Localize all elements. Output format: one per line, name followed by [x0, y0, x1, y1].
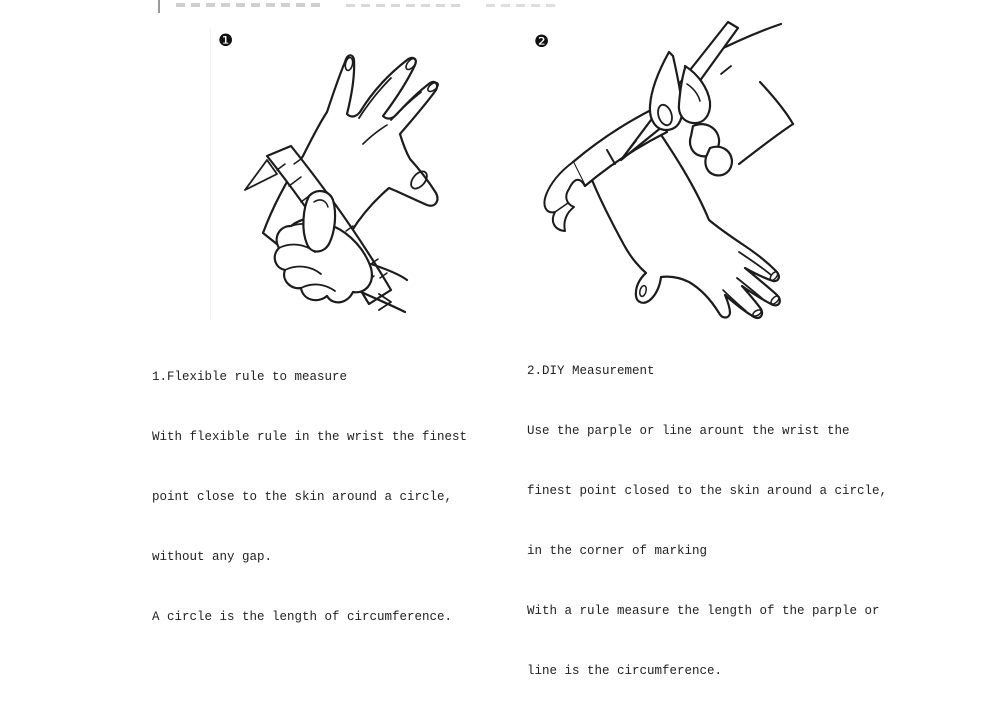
step-2-line: Use the parple or line arount the wrist the: [527, 424, 850, 438]
step-1-line: With flexible rule in the wrist the finest: [152, 430, 468, 444]
step-1-line: point close to the skin around a circle,: [152, 490, 453, 504]
hand-with-flexible-ruler-drawing: [211, 28, 471, 320]
step-1-badge: ❶: [218, 31, 234, 51]
step-2-line: line is the circumference.: [527, 664, 723, 678]
clipped-text-fragment: [176, 3, 326, 7]
step-1-line: without any gap.: [152, 550, 273, 564]
step-2-line: in the corner of marking: [527, 544, 708, 558]
step-2-line: With a rule measure the length of the parple or: [527, 604, 880, 618]
hand-marking-strip-with-pen-drawing: [535, 28, 835, 320]
step-2-description: [527, 321, 887, 721]
step-1-description: [152, 327, 467, 667]
step-1-illustration: [210, 28, 471, 320]
step-2-title: 2.DIY Measurement: [527, 364, 655, 378]
step-2-illustration: [535, 28, 835, 320]
step-1-line: A circle is the length of circumference.: [152, 610, 453, 624]
step-2-line: finest point closed to the skin around a circle,: [527, 484, 888, 498]
text-caret: [158, 0, 160, 13]
clipped-text-fragment: [346, 4, 466, 7]
clipped-text-fragment: [486, 4, 558, 7]
step-1-title: 1.Flexible rule to measure: [152, 370, 348, 384]
step-2-badge: ❷: [534, 32, 550, 52]
